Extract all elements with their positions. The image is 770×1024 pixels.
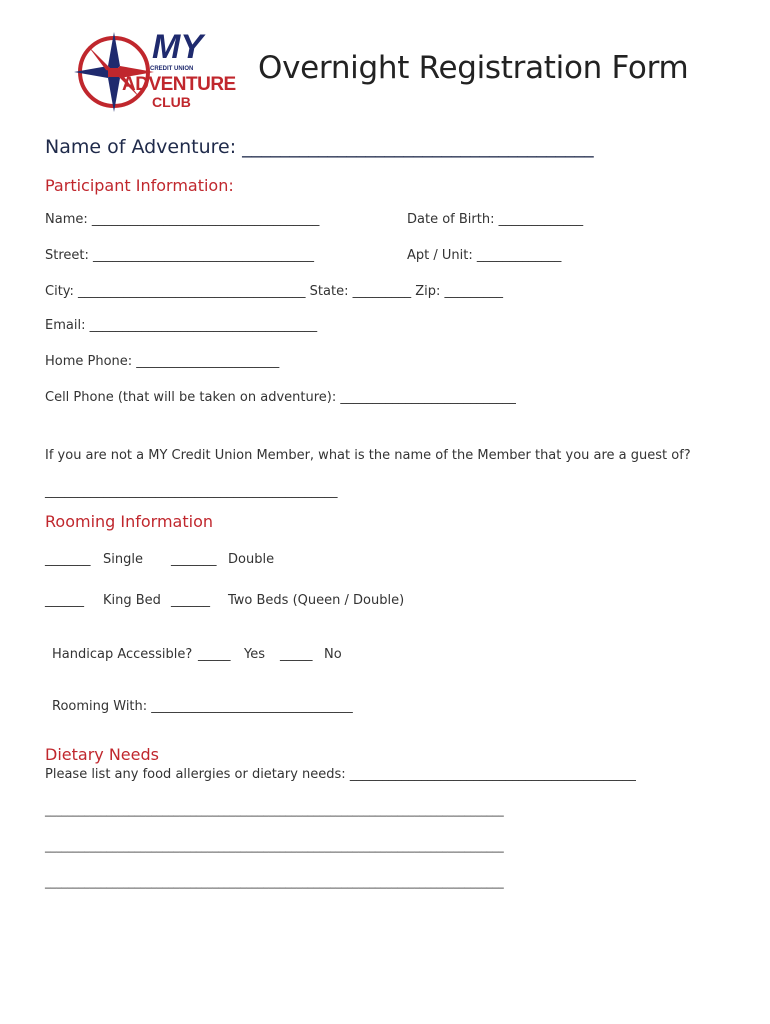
single-blank[interactable]: _______ xyxy=(45,552,91,567)
double-blank[interactable]: _______ xyxy=(171,552,217,567)
name-field[interactable]: Name: ___________________________________ xyxy=(45,212,320,227)
adventure-club-logo xyxy=(72,28,236,116)
double-label: Double xyxy=(228,552,275,567)
handicap-no-blank[interactable]: _____ xyxy=(280,647,313,662)
street-field[interactable]: Street: __________________________________ xyxy=(45,248,315,263)
guest-member-field[interactable]: _____________________________________________ xyxy=(45,484,338,499)
city-state-zip-field[interactable]: City: ___________________________________ State: _________ Zip: _________ xyxy=(45,284,504,299)
guest-question: If you are not a MY Credit Union Member, what is the name of the Member that you are a guest of? xyxy=(45,448,691,463)
dietary-prompt-field[interactable]: Please list any food allergies or dietary needs: ____________________________________________ xyxy=(45,767,636,782)
dietary-heading: Dietary Needs xyxy=(45,745,159,764)
king-bed-blank[interactable]: ______ xyxy=(45,593,84,608)
participant-heading: Participant Information: xyxy=(45,176,234,195)
logo-club-text: CLUB xyxy=(152,94,191,110)
dob-field[interactable]: Date of Birth: _____________ xyxy=(407,212,584,227)
apt-field[interactable]: Apt / Unit: _____________ xyxy=(407,248,562,263)
home-phone-field[interactable]: Home Phone: ______________________ xyxy=(45,354,280,369)
dietary-line-3[interactable]: __________________________________________________________________________________ xyxy=(45,876,504,889)
handicap-no-label: No xyxy=(324,647,342,662)
dietary-line-1[interactable]: __________________________________________________________________________________ xyxy=(45,804,504,817)
handicap-yes-blank[interactable]: _____ xyxy=(198,647,231,662)
logo-adventure-text: ADVENTURE xyxy=(122,74,236,95)
two-beds-label: Two Beds (Queen / Double) xyxy=(228,593,405,608)
rooming-with-field[interactable]: Rooming With: _______________________________ xyxy=(52,699,353,714)
king-bed-label: King Bed xyxy=(103,593,161,608)
dietary-line-2[interactable]: __________________________________________________________________________________ xyxy=(45,840,504,853)
handicap-label: Handicap Accessible? xyxy=(52,647,193,662)
single-label: Single xyxy=(103,552,143,567)
email-field[interactable]: Email: ___________________________________ xyxy=(45,318,318,333)
page-title: Overnight Registration Form xyxy=(258,50,689,86)
logo-my-text: MY xyxy=(152,28,203,66)
rooming-heading: Rooming Information xyxy=(45,512,214,531)
handicap-yes-label: Yes xyxy=(244,647,265,662)
adventure-name-field[interactable]: Name of Adventure: _____________________________________ xyxy=(45,136,594,158)
cell-phone-field[interactable]: Cell Phone (that will be taken on adventure): ___________________________ xyxy=(45,390,516,405)
two-beds-blank[interactable]: ______ xyxy=(171,593,210,608)
logo-credit-union-text: CREDIT UNION xyxy=(150,66,194,72)
